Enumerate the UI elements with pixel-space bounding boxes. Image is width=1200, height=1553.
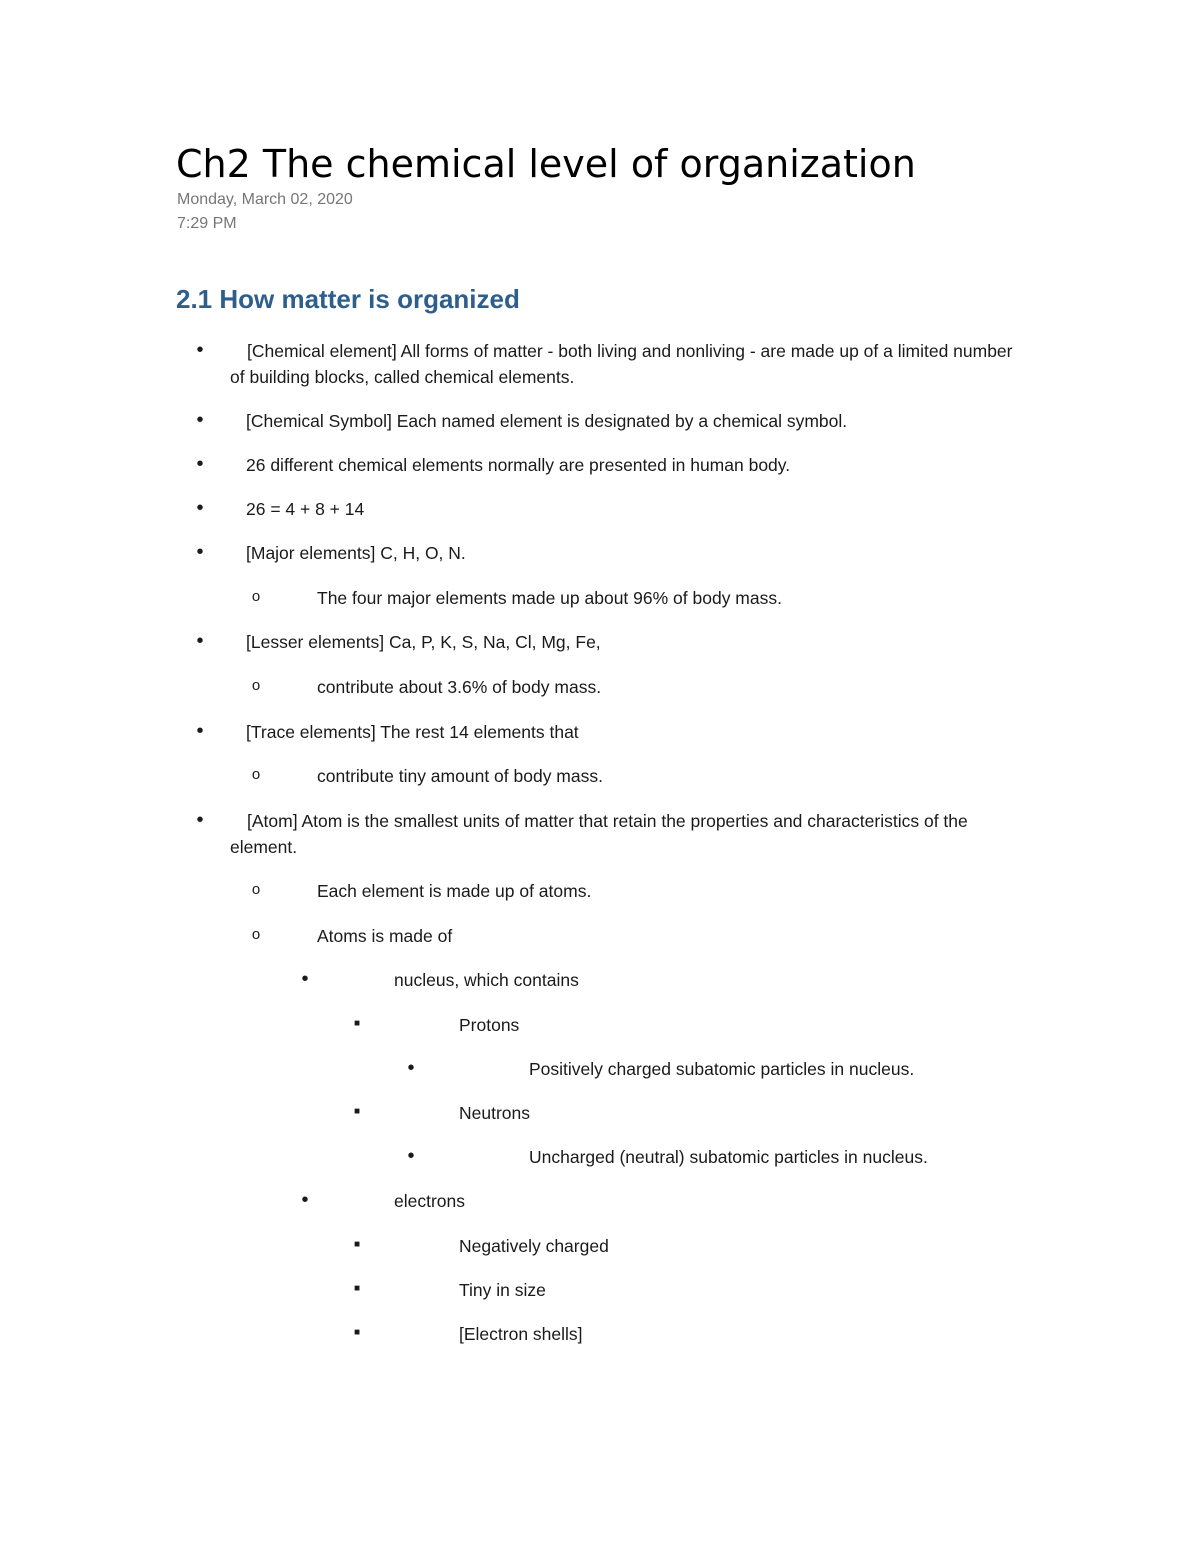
bullet-disc-icon: • xyxy=(196,630,204,652)
bullet-disc-icon: • xyxy=(196,497,204,519)
bullet-disc-icon: • xyxy=(196,453,204,475)
list-item-text: contribute tiny amount of body mass. xyxy=(317,766,603,786)
bullet-disc-icon: • xyxy=(301,1189,309,1211)
section-heading: 2.1 How matter is organized xyxy=(176,284,520,314)
list-item-text: 26 = 4 + 8 + 14 xyxy=(246,499,365,519)
bullet-square-icon: ■ xyxy=(353,1239,361,1250)
page-title: Ch2 The chemical level of organization xyxy=(176,142,916,186)
bullet-circle-icon: o xyxy=(251,926,261,943)
bullet-square-icon: ■ xyxy=(353,1327,361,1338)
list-item-text: The four major elements made up about 96% of body mass. xyxy=(317,588,782,608)
list-item-text: Each element is made up of atoms. xyxy=(317,881,592,901)
list-item-text: [Major elements] C, H, O, N. xyxy=(246,543,466,563)
note-date: Monday, March 02, 2020 xyxy=(177,191,353,208)
bullet-disc-icon: • xyxy=(196,809,204,831)
bullet-square-icon: ■ xyxy=(353,1283,361,1294)
bullet-circle-icon: o xyxy=(251,881,261,898)
bullet-disc-icon: • xyxy=(196,720,204,742)
list-item-text: [Lesser elements] Ca, P, K, S, Na, Cl, Mg, Fe, xyxy=(246,632,601,652)
bullet-circle-icon: o xyxy=(251,588,261,605)
bullet-disc-icon: • xyxy=(407,1145,415,1167)
list-item-text: Negatively charged xyxy=(459,1236,609,1256)
note-time: 7:29 PM xyxy=(177,215,237,232)
list-item-text: Atoms is made of xyxy=(317,926,453,946)
bullet-circle-icon: o xyxy=(251,766,261,783)
list-item-text: [Chemical Symbol] Each named element is designated by a chemical symbol. xyxy=(246,411,848,431)
bullet-disc-icon: • xyxy=(301,968,309,990)
list-item-text: Neutrons xyxy=(459,1103,531,1123)
list-item-text: [Atom] Atom is the smallest units of matter that retain the properties and characteristics of the element. xyxy=(230,811,968,857)
list-item-text: Uncharged (neutral) subatomic particles in nucleus. xyxy=(529,1147,928,1167)
bullet-disc-icon: • xyxy=(407,1057,415,1079)
bullet-disc-icon: • xyxy=(196,541,204,563)
list-item-text: nucleus, which contains xyxy=(394,970,579,990)
list-item-text: contribute about 3.6% of body mass. xyxy=(317,677,602,697)
list-item-text: 26 different chemical elements normally are presented in human body. xyxy=(246,455,791,475)
bullet-circle-icon: o xyxy=(251,677,261,694)
list-item-text: Positively charged subatomic particles in nucleus. xyxy=(529,1059,915,1079)
bullet-disc-icon: • xyxy=(196,409,204,431)
list-item-text: [Electron shells] xyxy=(459,1324,583,1344)
bullet-disc-icon: • xyxy=(196,339,204,361)
list-item-text: [Chemical element] All forms of matter - both living and nonliving - are made up of a limited number of building blocks, called chemical elements. xyxy=(230,341,1013,387)
bullet-square-icon: ■ xyxy=(353,1018,361,1029)
list-item-text: [Trace elements] The rest 14 elements that xyxy=(246,722,579,742)
list-item-text: electrons xyxy=(394,1191,466,1211)
bullet-square-icon: ■ xyxy=(353,1106,361,1117)
list-item-text: Tiny in size xyxy=(459,1280,546,1300)
list-item-text: Protons xyxy=(459,1015,520,1035)
